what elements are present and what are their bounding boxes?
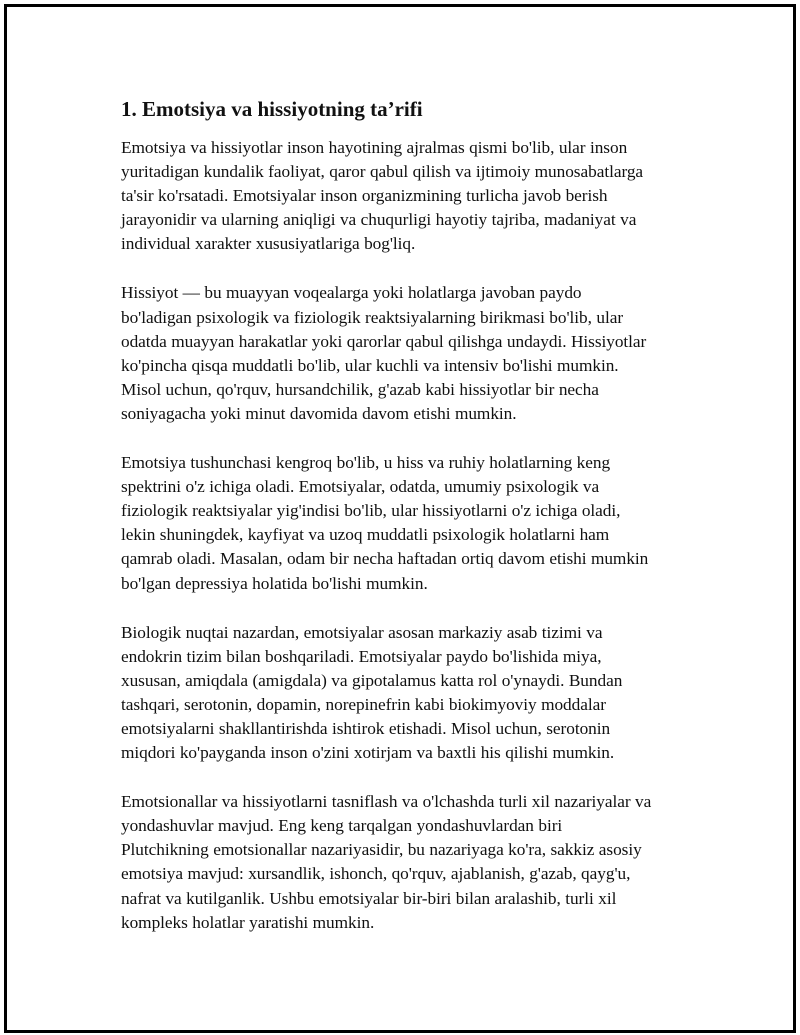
- document-page: [4, 4, 796, 1033]
- paragraph-line: Misol uchun, qo'rquv, hursandchilik, g'azab kabi hissiyotlar bir necha: [121, 379, 599, 399]
- paragraph-line: qamrab oladi. Masalan, odam bir necha haftadan ortiq davom etishi mumkin: [121, 549, 649, 569]
- paragraph-3: [121, 451, 701, 596]
- paragraph-line: kompleks holatlar yaratishi mumkin.: [121, 912, 375, 932]
- paragraph-line: ko'pincha qisqa muddatli bo'lib, ular kuchli va intensiv bo'lishi mumkin.: [121, 355, 619, 375]
- paragraph-line: fiziologik reaktsiyalar yig'indisi bo'lib, ular hissiyotlarni o'z ichiga oladi,: [121, 501, 621, 521]
- paragraph-line: emotsiyalarni shakllantirishda ishtirok etishadi. Misol uchun, serotonin: [121, 718, 611, 738]
- paragraph-line: tashqari, serotonin, dopamin, norepinefrin kabi biokimyoviy moddalar: [121, 694, 606, 714]
- paragraph-line: spektrini o'z ichiga oladi. Emotsiyalar, odatda, umumiy psixologik va: [121, 477, 600, 497]
- paragraph-line: Plutchikning emotsionallar nazariyasidir, bu nazariyaga ko'ra, sakkiz asosiy: [121, 840, 642, 860]
- paragraph-5: [121, 790, 701, 935]
- paragraph-line: individual xarakter xususiyatlariga bog'liq.: [121, 234, 416, 254]
- paragraph-line: soniyagacha yoki minut davomida davom etishi mumkin.: [121, 403, 517, 423]
- paragraph-1: [121, 136, 701, 256]
- paragraph-line: yondashuvlar mavjud. Eng keng tarqalgan yondashuvlardan biri: [121, 816, 563, 836]
- paragraph-line: Emotsiya va hissiyotlar inson hayotining ajralmas qismi bo'lib, ular inson: [121, 138, 628, 157]
- paragraph-line: emotsiya mavjud: xursandlik, ishonch, qo'rquv, ajablanish, g'azab, qayg'u,: [121, 864, 631, 884]
- paragraph-line: Emotsiya tushunchasi kengroq bo'lib, u hiss va ruhiy holatlarning keng: [121, 453, 611, 473]
- paragraph-line: ta'sir ko'rsatadi. Emotsiyalar inson organizmining turlicha javob berish: [121, 186, 608, 206]
- paragraph-line: endokrin tizim bilan boshqariladi. Emotsiyalar paydo bo'lishida miya,: [121, 646, 602, 666]
- paragraph-line: Biologik nuqtai nazardan, emotsiyalar asosan markaziy asab tizimi va: [121, 622, 603, 642]
- paragraph-line: bo'lgan depressiya holatida bo'lishi mumkin.: [121, 573, 428, 593]
- paragraph-line: odatda muayyan harakatlar yoki qarorlar qabul qilishga undaydi. Hissiyotlar: [121, 331, 647, 351]
- paragraph-line: bo'ladigan psixologik va fiziologik reaktsiyalarning birikmasi bo'lib, ular: [121, 307, 624, 327]
- paragraph-line: xususan, amiqdala (amigdala) va gipotalamus katta rol o'ynaydi. Bundan: [121, 670, 623, 690]
- paragraph-line: lekin shuningdek, kayfiyat va uzoq muddatli psixologik holatlarni ham: [121, 525, 610, 545]
- paragraph-line: miqdori ko'payganda inson o'zini xotirjam va baxtli his qilishi mumkin.: [121, 743, 615, 763]
- paragraph-line: Emotsionallar va hissiyotlarni tasniflash va o'lchashda turli xil nazariyalar va: [121, 792, 652, 812]
- section-title: 1. Emotsiya va hissiyotning ta’rifi: [121, 97, 423, 121]
- paragraph-line: nafrat va kutilganlik. Ushbu emotsiyalar bir-biri bilan aralashib, turli xil: [121, 888, 617, 908]
- paragraph-line: jarayonidir va ularning aniqligi va chuqurligi hayotiy tajriba, madaniyat va: [121, 210, 637, 230]
- paragraph-line: Hissiyot — bu muayyan voqealarga yoki holatlarga javoban paydo: [121, 283, 582, 303]
- document-content: [121, 95, 701, 960]
- paragraph-2: [121, 281, 701, 426]
- paragraph-line: yuritadigan kundalik faoliyat, qaror qabul qilish va ijtimoiy munosabatlarga: [121, 162, 644, 182]
- paragraph-4: [121, 621, 701, 766]
